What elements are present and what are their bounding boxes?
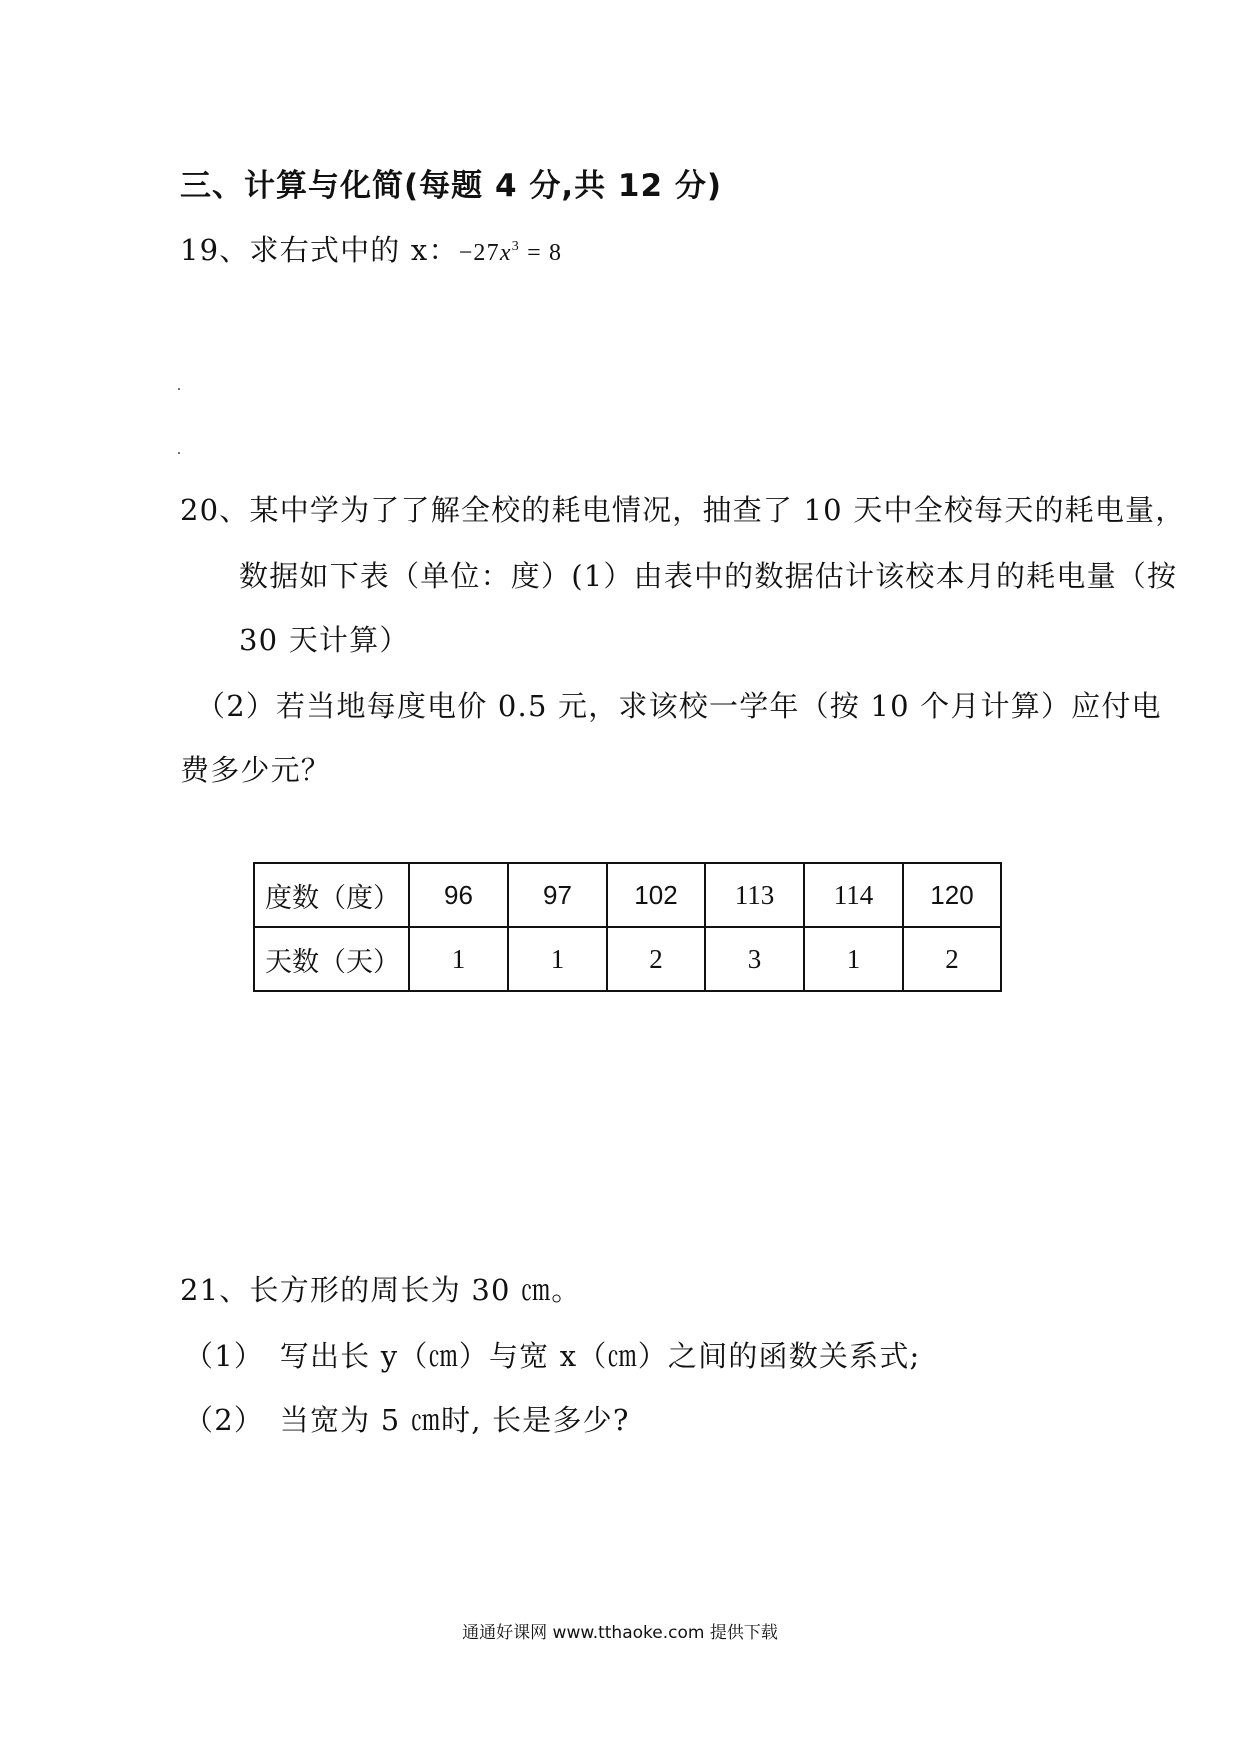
question-20-line-5: 费多少元？ [180, 753, 332, 787]
question-21-line-2: （1） 写出长 y（㎝）与宽 x（㎝）之间的函数关系式; [184, 1339, 921, 1373]
table-cell: 114 [804, 863, 903, 927]
question-20-line-1: 20、某中学为了了解全校的耗电情况，抽查了 10 天中全校每天的耗电量， [180, 493, 1186, 527]
table-cell: 102 [607, 863, 705, 927]
equation-rhs: = 8 [519, 240, 563, 266]
question-19 [180, 228, 562, 269]
question-21-line-3: （2） 当宽为 5 ㎝时, 长是多少? [184, 1403, 630, 1437]
table-cell: 96 [409, 863, 508, 927]
question-20-line-2: 数据如下表（单位：度）(1）由表中的数据估计该校本月的耗电量（按 [239, 559, 1178, 593]
stray-dot [178, 452, 180, 454]
table-cell: 2 [607, 927, 705, 991]
question-19-equation [459, 240, 563, 266]
question-19-text: 19、求右式中的 x： [180, 233, 459, 267]
table-cell: 1 [508, 927, 607, 991]
question-20-line-3: 30 天计算） [239, 623, 410, 657]
table-cell: 2 [903, 927, 1001, 991]
footer-credit: 通通好课网 www.tthaoke.com 提供下载 [462, 1623, 778, 1643]
table-cell: 1 [804, 927, 903, 991]
table-row-header: 天数（天） [254, 927, 409, 991]
stray-dot [178, 388, 180, 390]
table-cell: 97 [508, 863, 607, 927]
equation-variable: x [499, 240, 512, 266]
table-row-header: 度数（度） [254, 863, 409, 927]
question-21-line-1: 21、长方形的周长为 30 ㎝。 [180, 1273, 582, 1307]
section-title: 三、计算与化简(每题 4 分,共 12 分) [180, 168, 722, 204]
table-row [254, 927, 1001, 991]
table-cell: 1 [409, 927, 508, 991]
table-row [254, 863, 1001, 927]
table-cell: 120 [903, 863, 1001, 927]
electricity-table [253, 862, 1002, 992]
table-cell: 113 [705, 863, 804, 927]
equation-exponent: 3 [511, 239, 520, 254]
question-20-line-4: （2）若当地每度电价 0.5 元，求该校一学年（按 10 个月计算）应付电 [196, 689, 1162, 723]
equation-coefficient: −27 [458, 240, 500, 266]
table-cell: 3 [705, 927, 804, 991]
